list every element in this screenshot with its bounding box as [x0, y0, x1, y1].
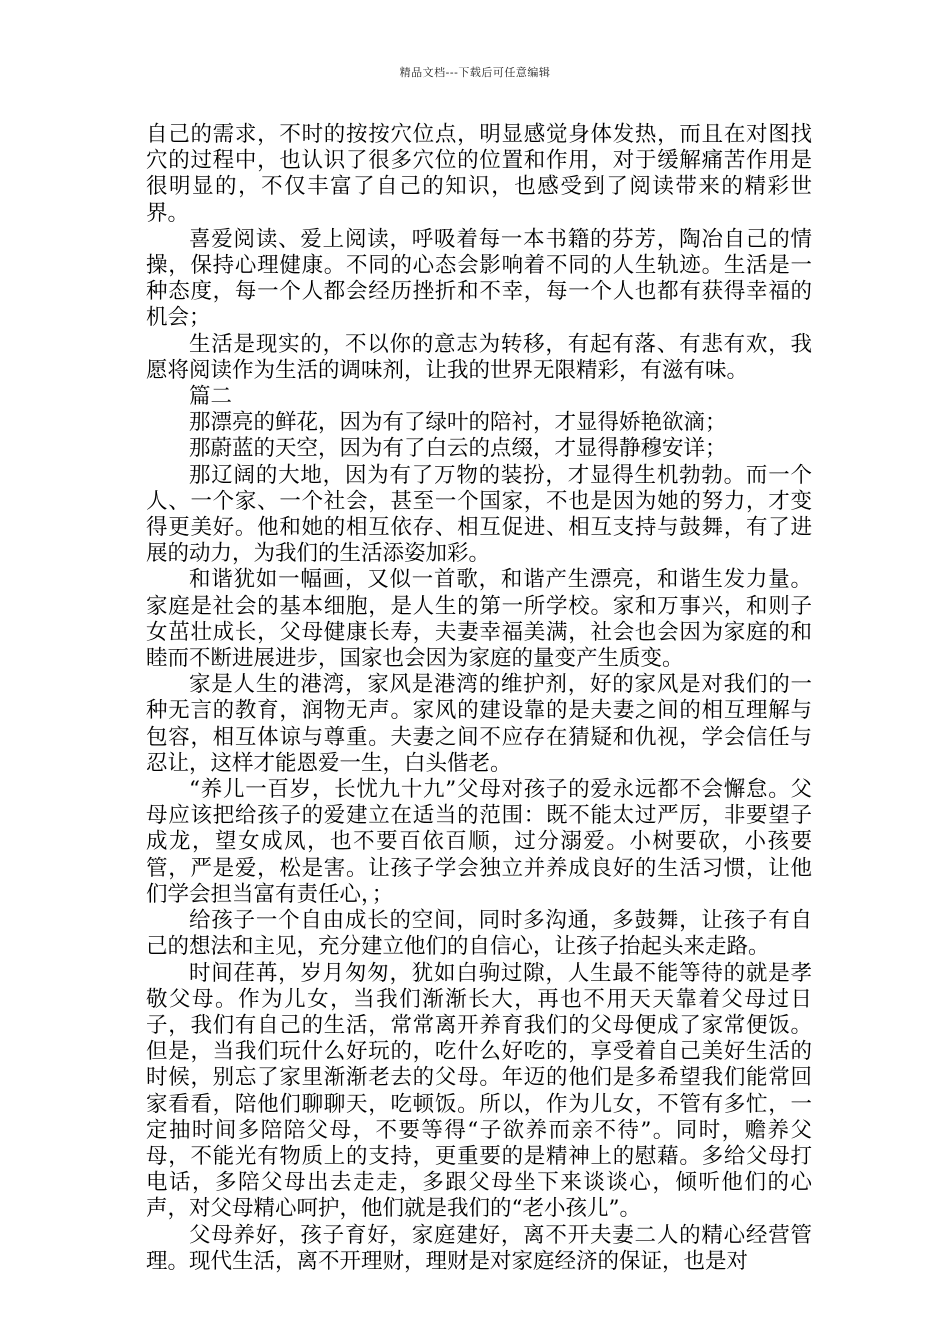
paragraph: 生活是现实的，不以你的意志为转移，有起有落、有悲有欢，我愿将阅读作为生活的调味剂，让我的世界无限精彩，有滋有味。 [146, 331, 812, 383]
document-body [146, 122, 812, 1275]
paragraph: 和谐犹如一幅画，又似一首歌，和谐产生漂亮，和谐生发力量。家庭是社会的基本细胞，是人生的第一所学校。家和万事兴，和则子女茁壮成长，父母健康长寿，夫妻幸福美满，社会也会因为家庭的和睦而不断进展进步，国家也会因为家庭的量变产生质变。 [146, 567, 812, 672]
paragraph: 喜爱阅读、爱上阅读，呼吸着每一本书籍的芬芳，陶冶自己的情操，保持心理健康。不同的心态会影响着不同的人生轨迹。生活是一种态度，每一个人都会经历挫折和不幸，每一个人也都有获得幸福的机会； [146, 226, 812, 331]
paragraph: 父母养好，孩子育好，家庭建好，离不开夫妻二人的精心经营管理。现代生活，离不开理财，理财是对家庭经济的保证，也是对 [146, 1222, 812, 1274]
paragraph: 那蔚蓝的天空，因为有了白云的点缀，才显得静穆安详； [189, 436, 727, 462]
paragraph: “养儿一百岁，长忧九十九”父母对孩子的爱永远都不会懈怠。父母应该把给孩子的爱建立在适当的范围：既不能太过严厉，非要望子成龙，望女成凤，也不要百依百顺，过分溺爱。小树要砍，小孩要管，严是爱，松是害。让孩子学会独立并养成良好的生活习惯，让他们学会担当富有责任心，； [146, 777, 812, 907]
paragraph: 家是人生的港湾，家风是港湾的维护剂，好的家风是对我们的一种无言的教育，润物无声。家风的建设靠的是夫妻之间的相互理解与包容，相互体谅与尊重。夫妻之间不应存在猜疑和仇视，学会信任与忍让，这样才能恩爱一生，白头偕老。 [146, 672, 812, 776]
paragraph: 时间荏苒，岁月匆匆，犹如白驹过隙，人生最不能等待的就是孝敬父母。作为儿女，当我们渐渐长大，再也不用天天靠着父母过日子，我们有自己的生活，常常离开养育我们的父母便成了家常便饭。但是，当我们玩什么好玩的，吃什么好吃的，享受着自己美好生活的时候，别忘了家里渐渐老去的父母。年迈的他们是多希望我们能常回家看看，陪他们聊聊天，吃顿饭。所以，作为儿女，不管有多忙，一定抽时间多陪陪父母，不要等得“子欲养而亲不待”。同时，赡养父母，不能光有物质上的支持，更重要的是精神上的慰藉。多给父母打电话，多陪父母出去走走，多跟父母坐下来谈谈心，倾听他们的心声，对父母精心呵护，他们就是我们的“老小孩儿”。 [146, 960, 812, 1222]
paragraph: 那辽阔的大地，因为有了万物的装扮，才显得生机勃勃。而一个人、一个家、一个社会，甚至一个国家，不也是因为她的努力，才变得更美好。他和她的相互依存、相互促进、相互支持与鼓舞，有了进展的动力，为我们的生活添姿加彩。 [146, 462, 812, 567]
page-header: 精品文档---下载后可任意编辑 [399, 66, 551, 79]
section-heading: 篇二 [189, 384, 233, 410]
paragraph: 那漂亮的鲜花，因为有了绿叶的陪衬，才显得娇艳欲滴； [189, 410, 727, 436]
paragraph: 自己的需求，不时的按按穴位点，明显感觉身体发热，而且在对图找穴的过程中，也认识了很多穴位的位置和作用，对于缓解痛苦作用是很明显的，不仅丰富了自己的知识，也感受到了阅读带来的精彩世界。 [146, 122, 812, 226]
paragraph: 给孩子一个自由成长的空间，同时多沟通，多鼓舞，让孩子有自己的想法和主见，充分建立他们的自信心，让孩子抬起头来走路。 [146, 908, 812, 960]
